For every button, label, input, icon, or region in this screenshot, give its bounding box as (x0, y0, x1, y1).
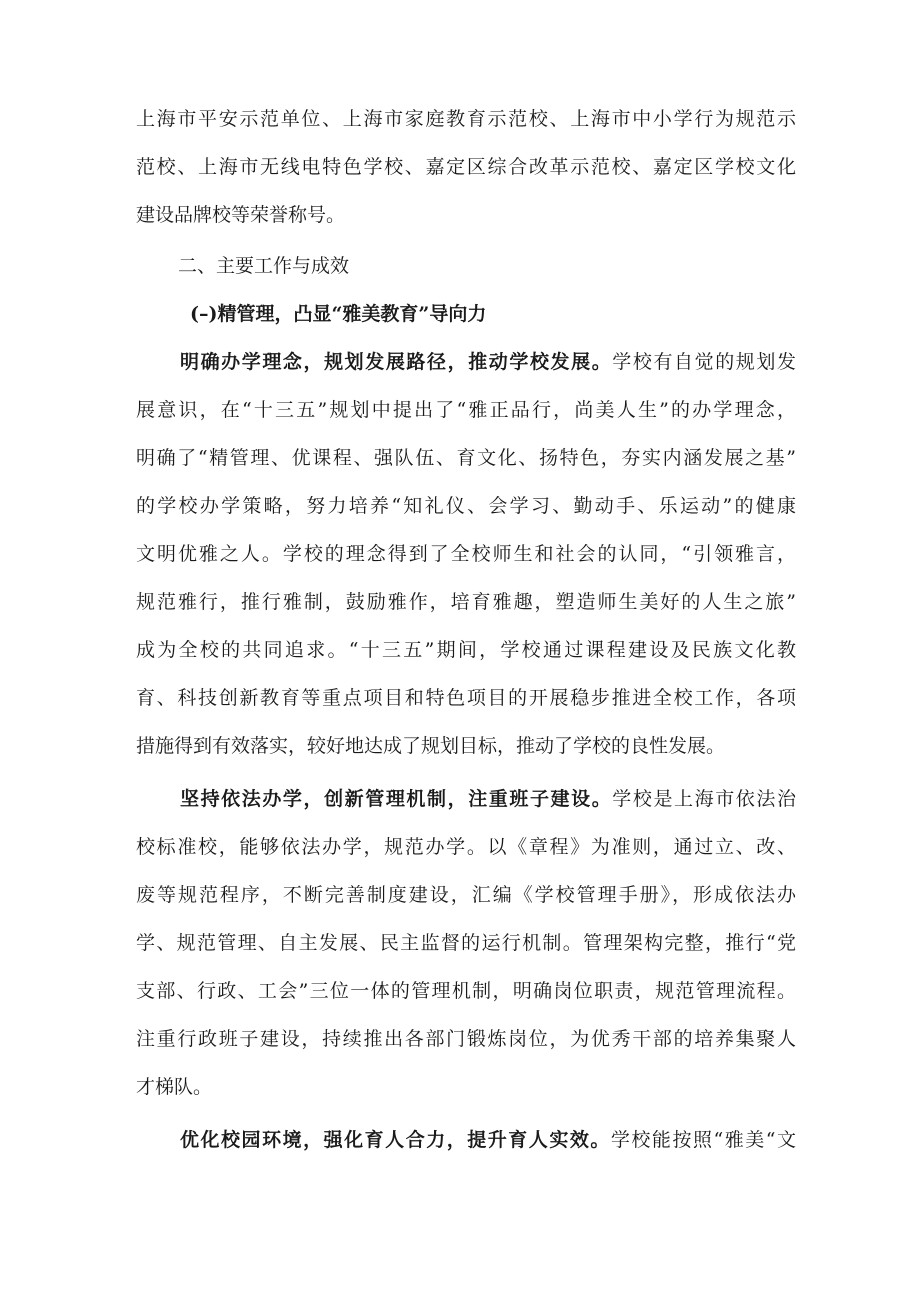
para3-lead: 优化校园环境，强化育人合力，提升育人实效。 (180, 1129, 611, 1151)
para1-line: 的学校办学策略，努力培养“知礼仪、会学习、勤动手、乐运动”的健康 (136, 495, 796, 517)
para2-line: 注重行政班子建设，持续推出各部门锻炼岗位，为优秀干部的培养集聚人 (136, 1028, 796, 1050)
para2-line: 才梯队。 (136, 1076, 213, 1098)
para1-line: 规范雅行，推行雅制，鼓励雅作，培育雅趣，塑造师生美好的人生之旅” (136, 591, 796, 613)
intro-line-2: 范校、上海市无线电特色学校、嘉定区综合改革示范校、嘉定区学校文化 (136, 156, 796, 178)
section-title: 二、主要工作与成效 (178, 255, 350, 277)
para1-line: 明确了“精管理、优课程、强队伍、育文化、扬特色，夯实内涵发展之基” (136, 447, 796, 469)
intro-line-1: 上海市平安示范单位、上海市家庭教育示范校、上海市中小学行为规范示 (136, 108, 796, 130)
para2-line: 支部、行政、工会”三位一体的管理机制，明确岗位职责，规范管理流程。 (136, 980, 796, 1002)
intro-line-3: 建设品牌校等荣誉称号。 (136, 204, 346, 226)
para1-line: 文明优雅之人。学校的理念得到了全校师生和社会的认同，“引领雅言， (136, 543, 796, 565)
para3-first-rest: 学校能按照“雅美“文 (610, 1129, 796, 1151)
para1-line: 展意识，在“十三五”规划中提出了“雅正品行，尚美人生”的办学理念， (136, 399, 796, 421)
para2-first-line (180, 787, 796, 811)
para2-line: 校标准校，能够依法办学，规范办学。以《章程》为准则，通过立、改、 (136, 836, 796, 858)
para2-line: 学、规范管理、自主发展、民主监督的运行机制。管理架构完整，推行“党 (136, 932, 796, 954)
para1-first-line (180, 350, 796, 374)
subsection-title: (–)精管理，凸显“雅美教育”导向力 (190, 303, 487, 325)
para2-first-rest: 学校是上海市依法治 (612, 788, 796, 810)
para1-line: 措施得到有效落实，较好地达成了规划目标，推动了学校的良性发展。 (136, 735, 726, 757)
para1-line: 成为全校的共同追求。“十三五”期间，学校通过课程建设及民族文化教 (136, 639, 796, 661)
para1-lead: 明确办学理念，规划发展路径，推动学校发展。 (180, 351, 613, 373)
para1-line: 育、科技创新教育等重点项目和特色项目的开展稳步推进全校工作，各项 (136, 687, 796, 709)
para3-first-line (180, 1128, 796, 1152)
para1-first-rest: 学校有自觉的规划发 (612, 351, 796, 373)
para2-line: 废等规范程序，不断完善制度建设，汇编《学校管理手册》，形成依法办 (136, 884, 796, 906)
para2-lead: 坚持依法办学，创新管理机制，注重班子建设。 (180, 788, 613, 810)
